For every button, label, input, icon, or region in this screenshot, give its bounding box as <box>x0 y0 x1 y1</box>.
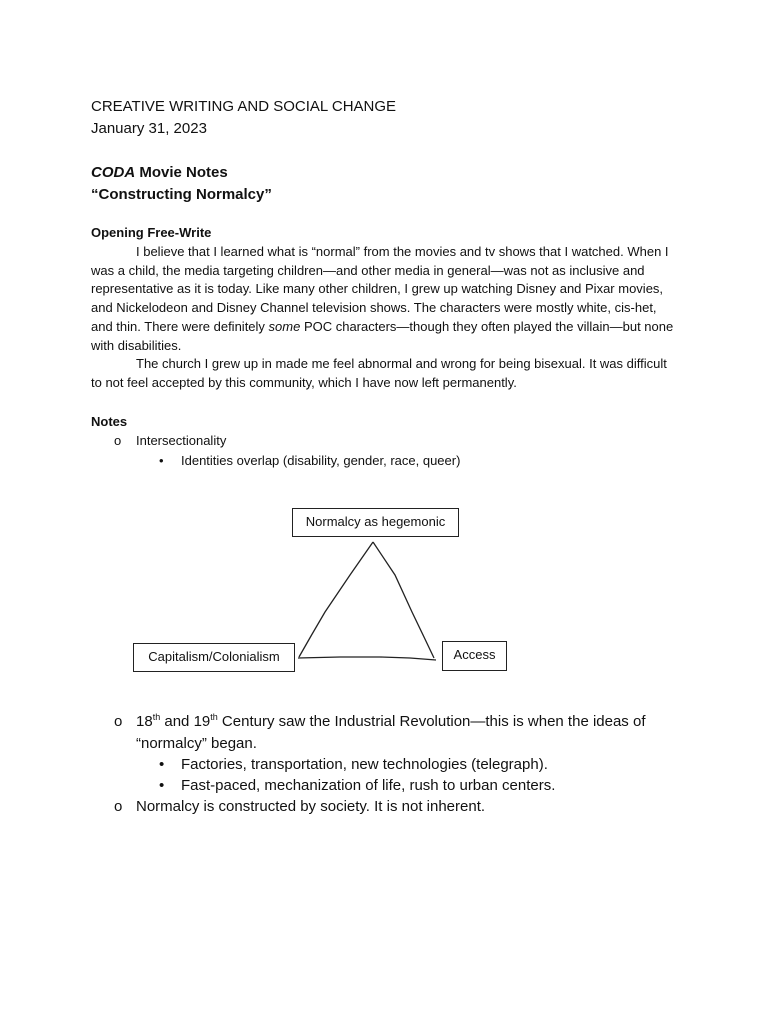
industrial-revolution-text: Century saw the Industrial Revolution—this is when the ideas of <box>217 713 646 730</box>
century-19: and 19 <box>160 713 211 730</box>
note-item-constructed: Normalcy is constructed by society. It is not inherent. <box>136 798 486 815</box>
notes-heading: Notes <box>91 414 128 429</box>
freewrite-p2-text: The church I grew up in made me feel abnormal and wrong for being bisexual. It was difficult to not feel accepted by this community, which I have now left permanently. <box>91 356 667 390</box>
list-marker-circle: o <box>114 713 123 730</box>
diagram-node-capitalism: Capitalism/Colonialism <box>133 643 295 672</box>
freewrite-heading: Opening Free-Write <box>91 225 212 240</box>
freewrite-p1-start: I believe that I learned what is “normal” from the movies and tv shows that I watched. When I was a child, the media targeting children—and other media in general—was not as inclusive and representative as it is today. Like many other children, I grew up watching Disney and Pixar movies, and Nickelodeon and Disney Channel television shows. The characters were mostly white, cis-het, and thin. There were definitely <box>91 244 669 334</box>
notes-subtitle: “Constructing Normalcy” <box>91 186 272 203</box>
list-marker-bullet: • <box>159 777 165 794</box>
diagram-node-normalcy: Normalcy as hegemonic <box>292 508 459 537</box>
freewrite-p1-end: POC characters—though they often played the villain—but none with disabilities. <box>91 318 674 353</box>
course-title: CREATIVE WRITING AND SOCIAL CHANGE <box>91 98 397 115</box>
note-item-intersectionality: Intersectionality <box>136 433 227 448</box>
diagram-node-access: Access <box>442 641 507 671</box>
date: January 31, 2023 <box>91 120 207 137</box>
list-marker-circle: o <box>114 798 123 815</box>
superscript-th: th <box>152 712 161 722</box>
superscript-th: th <box>210 712 218 722</box>
notes-title-suffix: Movie Notes <box>135 164 228 181</box>
freewrite-p1-emphasis: some <box>268 318 301 334</box>
note-item-industrial-revolution <box>136 711 646 733</box>
note-subitem-mechanization: Fast-paced, mechanization of life, rush to urban centers. <box>181 777 556 794</box>
list-marker-circle: o <box>114 433 122 448</box>
film-title: CODA <box>91 164 136 181</box>
century-18: 18 <box>136 713 153 730</box>
list-marker-bullet: • <box>159 453 164 468</box>
list-marker-bullet: • <box>159 756 165 773</box>
note-subitem-factories: Factories, transportation, new technologies (telegraph). <box>181 756 548 773</box>
note-subitem-identities: Identities overlap (disability, gender, race, queer) <box>181 453 461 468</box>
note-item-industrial-revolution-line2: “normalcy” began. <box>136 735 257 752</box>
